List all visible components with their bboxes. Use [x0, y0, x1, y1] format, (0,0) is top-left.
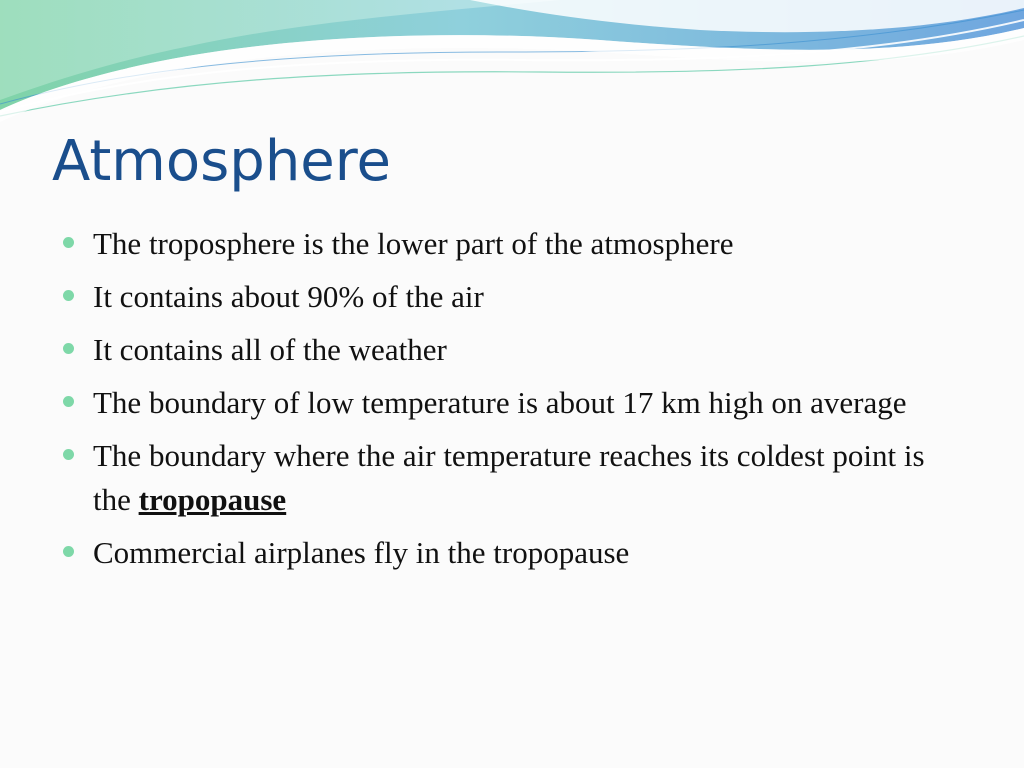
bullet-text: Commercial airplanes fly in the tropopause — [93, 535, 630, 570]
bullet-dot-icon — [63, 290, 74, 301]
bullet-dot-icon — [63, 449, 74, 460]
bullet-item — [62, 531, 962, 575]
bullet-item — [62, 381, 962, 425]
bullet-item — [62, 275, 962, 319]
bullet-text: The troposphere is the lower part of the atmosphere — [93, 226, 734, 261]
bullet-dot-icon — [63, 237, 74, 248]
emphasized-term: tropopause — [138, 482, 287, 517]
bullet-dot-icon — [63, 343, 74, 354]
bullet-text: The boundary of low temperature is about 17 km high on average — [93, 385, 907, 420]
slide-title: Atmosphere — [52, 129, 392, 194]
bullet-dot-icon — [63, 546, 74, 557]
bullet-text: It contains about 90% of the air — [93, 279, 484, 314]
decorative-wave-banner — [0, 0, 1024, 130]
bullet-text: The boundary where the air temperature reaches its coldest point is the — [93, 438, 925, 517]
bullet-item — [62, 328, 962, 372]
bullet-list — [62, 222, 962, 584]
bullet-text: It contains all of the weather — [93, 332, 447, 367]
bullet-item — [62, 434, 962, 522]
bullet-item — [62, 222, 962, 266]
bullet-dot-icon — [63, 396, 74, 407]
